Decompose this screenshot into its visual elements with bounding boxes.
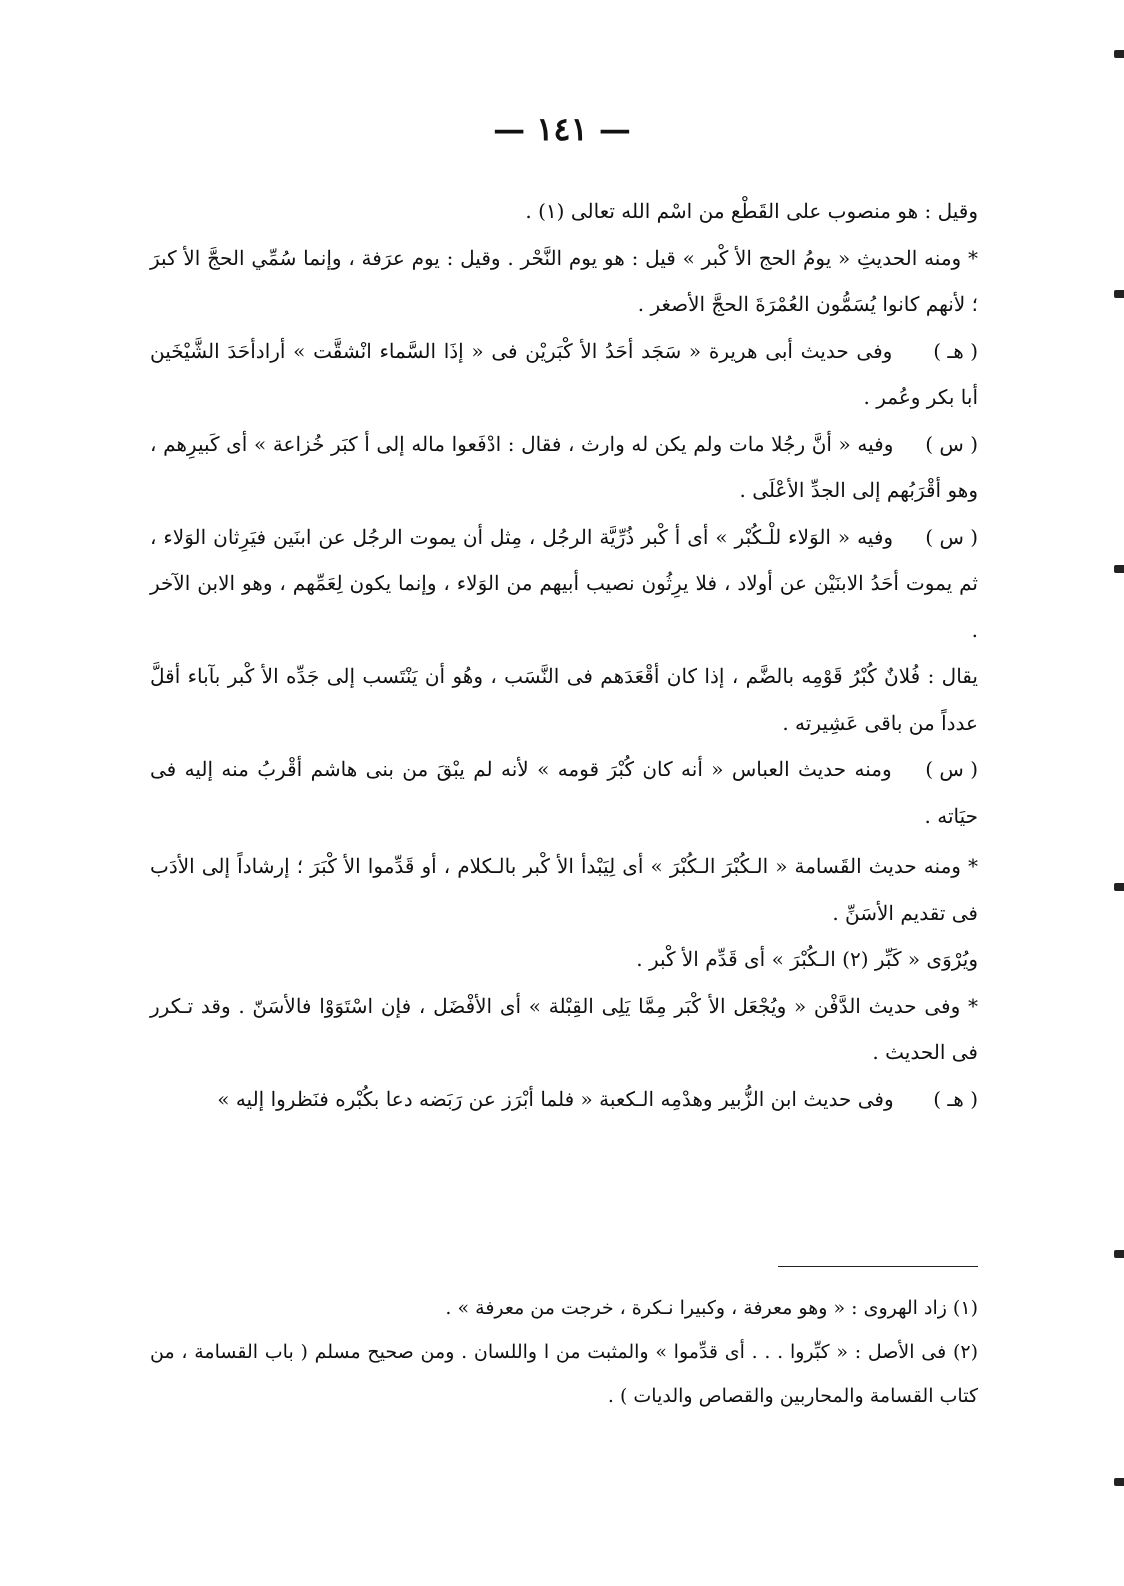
paragraph-text: ومنه حديث العباس « أنه كان كُبْرَ قومه » لأنه لم يبْقَ من بنى هاشم أقْربُ منه إليه فى حيَاته . xyxy=(150,757,978,828)
main-text xyxy=(150,188,978,1122)
paragraph-text: وفى حديث أبى هريرة « سَجَد أحَدُ الأ كْبَريْن فى « إذَا السَّماء انْشقَّت » أرادأحَدَ الشَّيْخَين أبا بكر وعُمر . xyxy=(150,338,978,409)
source-marker: ( هـ ) xyxy=(933,338,978,363)
paragraph-11 xyxy=(150,1076,978,1123)
scan-edge-mark xyxy=(1114,50,1124,58)
page-number: — ١٤١ — xyxy=(493,110,631,148)
paragraph-10 xyxy=(150,983,978,1076)
paragraph-9 xyxy=(150,936,978,983)
paragraph-3 xyxy=(150,328,978,421)
footnote-divider xyxy=(778,1266,978,1267)
paragraph-text: * وفى حديث الدَّفْن « ويُجْعَل الأ كْبَر مِمَّا يَلِى القِبْلة » أى الأفْضَل ، فإن اسْتَوَوْا فالأسَنّ . وقد تـكرر فى الحديث . xyxy=(150,993,978,1064)
paragraph-5 xyxy=(150,514,978,654)
footnote-1: (١) زاد الهروى : « وهو معرفة ، وكبيرا نـكرة ، خرجت من معرفة » . xyxy=(445,1297,978,1319)
footnotes xyxy=(150,1286,978,1418)
source-marker: ( س ) xyxy=(925,524,979,549)
paragraph-text: * ومنه الحديثِ « يومُ الحج الأ كْبر » قيل : هو يوم النَّحْر . وقيل : يوم عرَفة ، وإنما سُمِّي الحجَّ الأ كبرَ ؛ لأنهم كانوا يُسَمُّون العُمْرَةَ الحجَّ الأصغر . xyxy=(150,245,978,316)
paragraph-text: وفيه « أنَّ رجُلا مات ولم يكن له وارث ، فقال : ادْفَعوا ماله إلى أ كبَر خُزاعة » أى كَبيرِهم ، وهو أقْرَبُهم إلى الجدِّ الأعْلَى . xyxy=(150,431,978,502)
paragraph-text: وقيل : هو منصوب على القَطْع من اسْم الله تعالى (١) . xyxy=(525,199,978,223)
source-marker: ( س ) xyxy=(925,431,978,456)
scan-edge-mark xyxy=(1114,883,1124,891)
scan-edge-mark xyxy=(1114,290,1124,298)
paragraph-text: وفيه « الوَلاء للْـكُبْر » أى أ كْبر ذُرِّيَّة الرجُل ، مِثل أن يموت الرجُل عن ابنَين فيَرِثان الوَلاء ، ثم يموت أحَدُ الابنَيْن عن أولاد ، فلا يرِثُون نصيب أبيهم من الوَلاء ، وإنما يكون لِعَمِّهم ، وهو الابن الآخر . xyxy=(150,524,978,642)
paragraph-text: يقال : فُلانٌ كُبْرُ قَوْمِه بالضَّم ، إذا كان أقْعَدَهم فى النَّسَب ، وهُو أن يَنْتَسب إلى جَدِّه الأ كْبر بآباء أقلَّ عدداً من باقى عَشِيرته . xyxy=(150,664,978,735)
scan-edge-mark xyxy=(1114,1478,1124,1486)
scan-edge-mark xyxy=(1114,565,1124,573)
paragraph-1 xyxy=(150,188,978,235)
source-marker: ( س ) xyxy=(925,757,978,781)
paragraph-4 xyxy=(150,421,978,514)
paragraph-text: ويُرْوَى « كَبِّر (٢) الـكُبْرَ » أى قَدِّم الأ كْبر . xyxy=(636,947,978,971)
paragraph-text: * ومنه حديث القَسامة « الـكُبْرَ الـكُبْرَ » أى لِيَبْدأ الأ كْبر بالـكلام ، أو قَدِّموا الأ كْبَرَ ؛ إرشاداً إلى الأدَب فى تقديم الأسَنِّ . xyxy=(150,854,978,925)
source-marker: ( هـ ) xyxy=(933,1086,978,1111)
paragraph-text: وفى حديث ابن الزُّبير وهدْمِه الـكعبة « فلما أبْرَز عن رَبَضه دعا بكُبْره فنَظروا إليه » xyxy=(217,1086,894,1111)
paragraph-2 xyxy=(150,235,978,328)
footnote-2: (٢) فى الأصل : « كبِّروا . . . أى قدِّموا » والمثبت من ا واللسان . ومن صحيح مسلم ( باب القسامة ، من كتاب القسامة والمحاربين والقصاص والديات ) . xyxy=(150,1341,978,1407)
paragraph-7 xyxy=(150,746,978,839)
paragraph-6 xyxy=(150,653,978,746)
paragraph-8 xyxy=(150,843,978,936)
scan-edge-mark xyxy=(1114,1250,1124,1258)
